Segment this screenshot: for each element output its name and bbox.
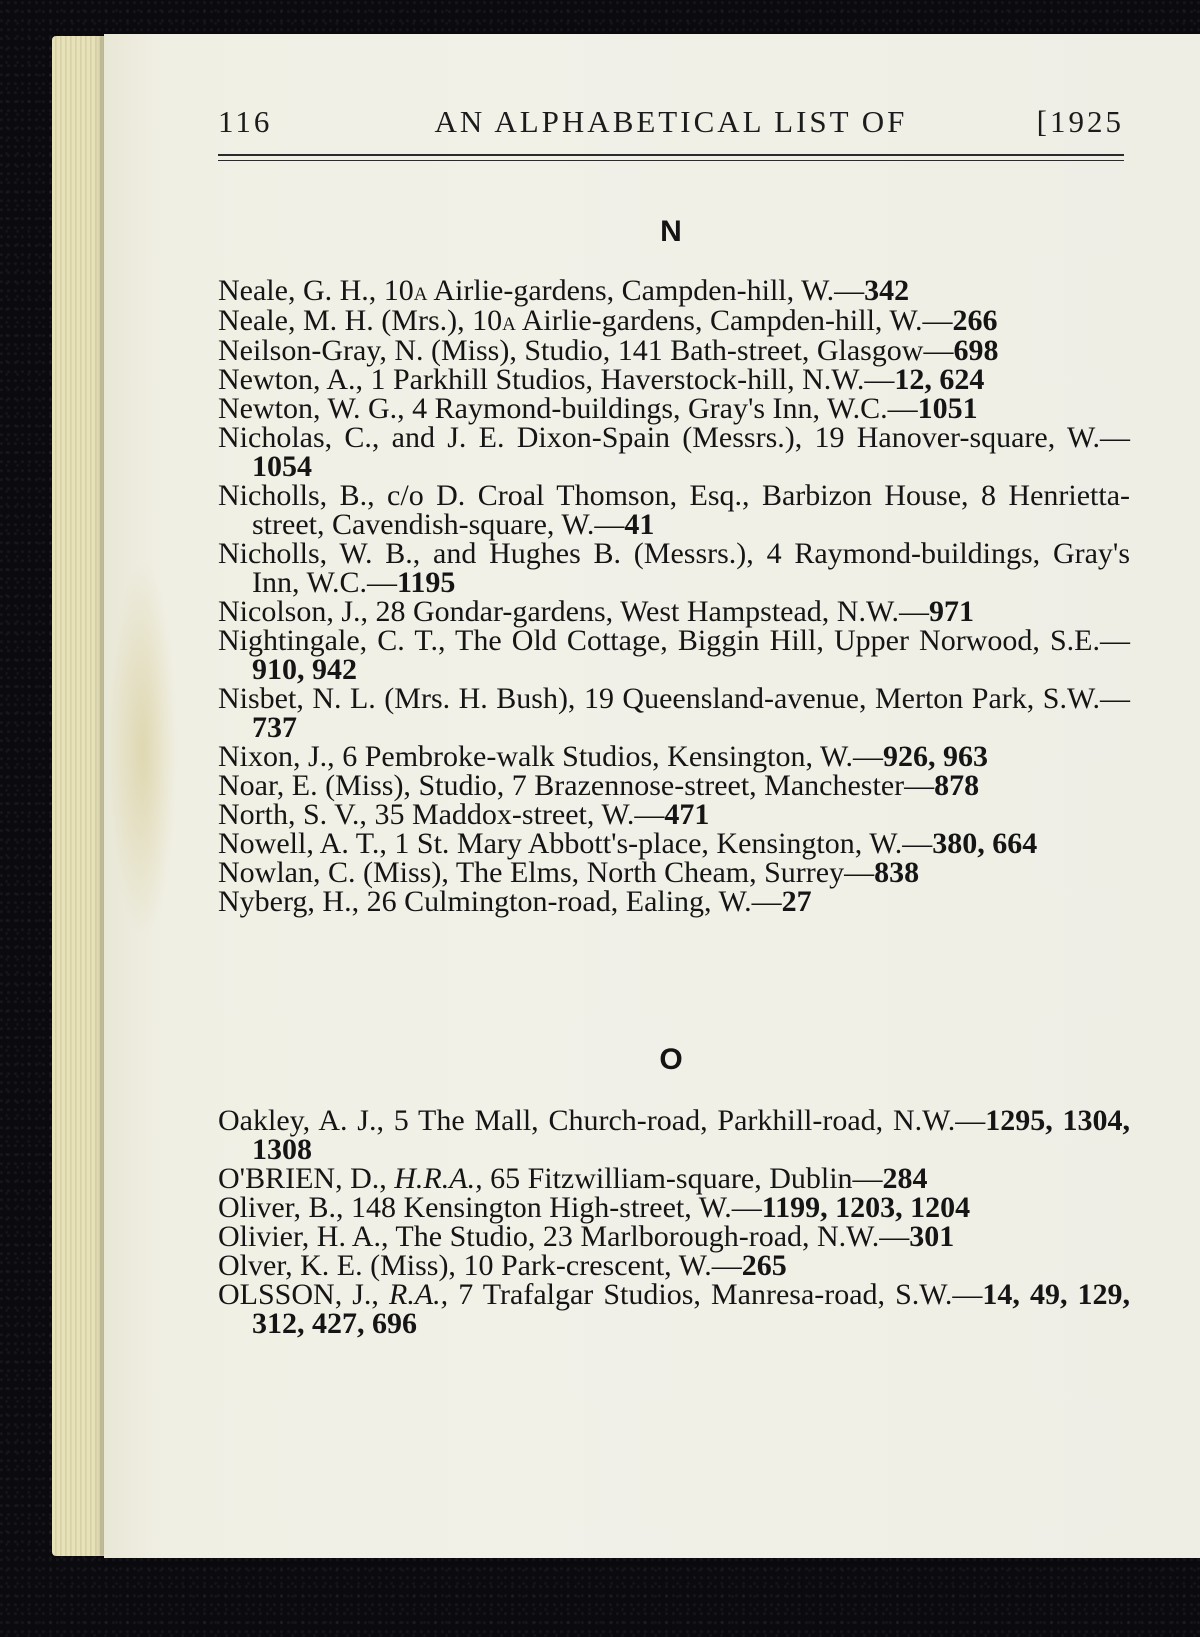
entry-address: 19 Queensland-avenue, Merton Park, S.W.— bbox=[583, 682, 1131, 715]
entry-name: Nisbet, N. L. (Mrs. H. Bush), bbox=[218, 682, 576, 715]
page-number: 116 bbox=[218, 104, 273, 139]
list-entry bbox=[218, 1251, 1130, 1280]
list-entry bbox=[218, 423, 1130, 481]
section-letter-o: O bbox=[659, 1043, 683, 1076]
entry-address: The Elms, North Cheam, Surrey— bbox=[455, 856, 875, 889]
entry-catalogue-numbers: 301 bbox=[909, 1220, 955, 1253]
entry-name: O'BRIEN, D., bbox=[218, 1162, 387, 1195]
list-entry bbox=[218, 481, 1130, 539]
page-title: AN ALPHABETICAL LIST OF bbox=[434, 104, 908, 139]
entry-address: c/o D. Croal Thomson, Esq., Barbizon House, 8 Henrietta-street, Cavendish-square, W.— bbox=[252, 479, 1130, 541]
entry-name: Olivier, H. A., bbox=[218, 1220, 389, 1253]
entry-name: Neilson-Gray, N. (Miss), bbox=[218, 334, 517, 367]
entry-name: Neale, G. H., bbox=[218, 274, 377, 307]
entry-address: Studio, 141 Bath-street, Glasgow— bbox=[524, 334, 954, 367]
list-entry bbox=[218, 539, 1130, 597]
entry-catalogue-numbers: 910, 942 bbox=[252, 653, 357, 686]
header-year: [1925 bbox=[1036, 104, 1124, 139]
entry-name: Nyberg, H., bbox=[218, 885, 360, 918]
list-entry bbox=[218, 684, 1130, 742]
entry-address: 28 Gondar-gardens, West Hampstead, N.W.— bbox=[375, 595, 930, 628]
entry-address: 5 The Mall, Church-road, Parkhill-road, N.W.— bbox=[393, 1104, 986, 1137]
list-entry bbox=[218, 887, 1130, 916]
entry-address: 26 Culmington-road, Ealing, W.— bbox=[366, 885, 782, 918]
entry-name: Nowlan, C. (Miss), bbox=[218, 856, 449, 889]
entry-catalogue-numbers: 41 bbox=[624, 508, 655, 541]
entry-catalogue-numbers: 838 bbox=[874, 856, 920, 889]
entry-catalogue-numbers: 698 bbox=[953, 334, 999, 367]
list-entry bbox=[218, 394, 1130, 423]
entry-name: Neale, M. H. (Mrs.), bbox=[218, 304, 465, 337]
entry-name: Nowell, A. T., bbox=[218, 827, 387, 860]
header-rule bbox=[218, 154, 1124, 156]
entry-address-suffix: a bbox=[413, 276, 428, 306]
entry-catalogue-numbers: 971 bbox=[929, 595, 975, 628]
entry-address: 148 Kensington High-street, W.— bbox=[350, 1191, 762, 1224]
entry-address: The Old Cottage, Biggin Hill, Upper Norwood, S.E.— bbox=[455, 624, 1131, 657]
entry-catalogue-numbers: 878 bbox=[934, 769, 980, 802]
entry-catalogue-numbers: 1199, 1203, 1204 bbox=[761, 1191, 971, 1224]
entry-catalogue-numbers: 1051 bbox=[917, 392, 978, 425]
entry-address-number: 10 bbox=[472, 304, 503, 337]
entry-address: 4 Raymond-buildings, Gray's Inn, W.C.— bbox=[412, 392, 918, 425]
entry-address: Airlie-gardens, Campden-hill, W.— bbox=[433, 274, 865, 307]
list-entry bbox=[218, 1280, 1130, 1338]
entry-catalogue-numbers: 342 bbox=[864, 274, 910, 307]
list-entry bbox=[218, 276, 1130, 306]
entry-address-number: 10 bbox=[383, 274, 414, 307]
entry-catalogue-numbers: 27 bbox=[781, 885, 812, 918]
entry-address-suffix: a bbox=[502, 306, 516, 336]
entry-address: Airlie-gardens, Campden-hill, W.— bbox=[521, 304, 953, 337]
entry-name: Nicholls, W. B., and Hughes B. (Messrs.), bbox=[218, 537, 754, 570]
list-entry bbox=[218, 800, 1130, 829]
entry-address: 35 Maddox-street, W.— bbox=[374, 798, 665, 831]
list-entry bbox=[218, 336, 1130, 365]
list-entry bbox=[218, 1193, 1130, 1222]
list-entry bbox=[218, 365, 1130, 394]
entry-list-n bbox=[218, 276, 1130, 916]
page-stain bbox=[108, 560, 178, 940]
entry-name: Newton, W. G., bbox=[218, 392, 405, 425]
entry-address: Studio, 7 Brazennose-street, Manchester— bbox=[418, 769, 935, 802]
entry-name: Nicholls, B., bbox=[218, 479, 375, 512]
entry-name: Nixon, J., bbox=[218, 740, 335, 773]
entry-address: 10 Park-crescent, W.— bbox=[463, 1249, 742, 1282]
entry-name: Oakley, A. J., bbox=[218, 1104, 384, 1137]
entry-catalogue-numbers: 14, 49, 129, 312, 427, 696 bbox=[252, 1278, 1131, 1340]
entry-address: 1 Parkhill Studios, Haverstock-hill, N.W.— bbox=[370, 363, 895, 396]
section-letter-n: N bbox=[660, 215, 682, 248]
entry-name: Noar, E. (Miss), bbox=[218, 769, 411, 802]
entry-catalogue-numbers: 926, 963 bbox=[883, 740, 989, 773]
entry-catalogue-numbers: 1054 bbox=[252, 450, 312, 483]
list-entry bbox=[218, 742, 1130, 771]
entry-title: H.R.A., bbox=[394, 1162, 483, 1195]
list-entry bbox=[218, 306, 1130, 336]
running-header bbox=[218, 104, 1124, 150]
entry-catalogue-numbers: 471 bbox=[664, 798, 710, 831]
entry-name: Olver, K. E. (Miss), bbox=[218, 1249, 456, 1282]
entry-list-o bbox=[218, 1106, 1130, 1338]
list-entry bbox=[218, 1164, 1130, 1193]
entry-name: North, S. V., bbox=[218, 798, 367, 831]
list-entry bbox=[218, 597, 1130, 626]
entry-name: Nicolson, J., bbox=[218, 595, 368, 628]
entry-catalogue-numbers: 737 bbox=[252, 711, 297, 744]
list-entry bbox=[218, 829, 1130, 858]
list-entry bbox=[218, 771, 1130, 800]
entry-catalogue-numbers: 12, 624 bbox=[894, 363, 985, 396]
entry-address: 65 Fitzwilliam-square, Dublin— bbox=[490, 1162, 883, 1195]
entry-address: 6 Pembroke-walk Studios, Kensington, W.— bbox=[342, 740, 884, 773]
entry-catalogue-numbers: 266 bbox=[952, 304, 998, 337]
entry-address: 4 Raymond-buildings, Gray's Inn, W.C.— bbox=[252, 537, 1131, 599]
entry-name: Nicholas, C., and J. E. Dixon-Spain (Messrs.), bbox=[218, 421, 803, 454]
entry-name: Newton, A., bbox=[218, 363, 363, 396]
entry-catalogue-numbers: 1295, 1304, 1308 bbox=[252, 1104, 1131, 1166]
entry-title: R.A., bbox=[389, 1278, 449, 1311]
entry-address: The Studio, 23 Marlborough-road, N.W.— bbox=[395, 1220, 910, 1253]
list-entry bbox=[218, 1106, 1130, 1164]
entry-name: Oliver, B., bbox=[218, 1191, 344, 1224]
entry-catalogue-numbers: 284 bbox=[882, 1162, 928, 1195]
entry-catalogue-numbers: 265 bbox=[741, 1249, 787, 1282]
header-rule-thin bbox=[218, 160, 1124, 161]
list-entry bbox=[218, 858, 1130, 887]
entry-name: Nightingale, C. T., bbox=[218, 624, 446, 657]
entry-catalogue-numbers: 1195 bbox=[397, 566, 456, 599]
entry-address: 1 St. Mary Abbott's-place, Kensington, W.— bbox=[394, 827, 933, 860]
list-entry bbox=[218, 1222, 1130, 1251]
entry-name: OLSSON, J., bbox=[218, 1278, 379, 1311]
entry-catalogue-numbers: 380, 664 bbox=[932, 827, 1038, 860]
entry-address: 19 Hanover-square, W.— bbox=[814, 421, 1130, 454]
entry-address: 7 Trafalgar Studios, Manresa-road, S.W.— bbox=[458, 1278, 983, 1311]
list-entry bbox=[218, 626, 1130, 684]
